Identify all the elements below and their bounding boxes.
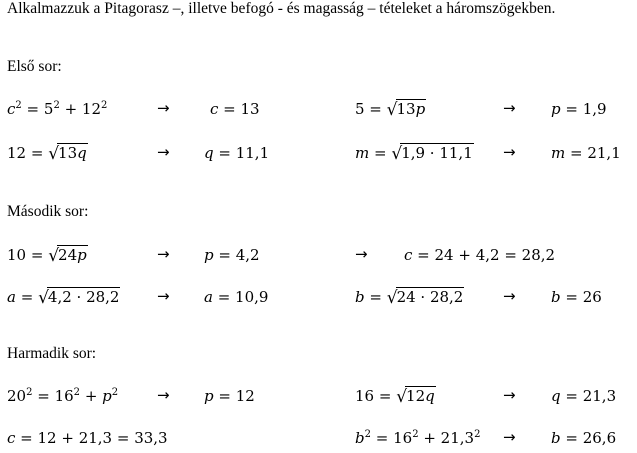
arrow-icon: →: [157, 99, 170, 117]
equation-pythagoras-p: $20^2 = 16^2 + p^2$: [7, 387, 119, 405]
intro-text: Alkalmazzuk a Pitagorasz –, illetve befogó - és magasság – tételeket a háromszögekben.: [7, 0, 556, 17]
equation-leg-theorem-p: 5 = √13p: [355, 100, 426, 120]
result-b: b = 26,6: [551, 429, 617, 447]
arrow-icon: →: [503, 428, 516, 446]
result-p: p = 12: [204, 387, 255, 405]
result-b: b = 26: [551, 288, 602, 306]
result-c: c = 24 + 4,2 = 28,2: [404, 246, 556, 264]
equation-leg-theorem-b: b = √24 · 28,2: [355, 288, 464, 308]
equation-leg-theorem-q: 16 = √12q: [355, 387, 435, 407]
result-a: a = 10,9: [204, 288, 269, 306]
arrow-icon: →: [157, 386, 170, 404]
equation-leg-theorem-a: a = √4,2 · 28,2: [7, 288, 120, 308]
arrow-icon: →: [503, 287, 516, 305]
result-q: q = 21,3: [551, 387, 617, 405]
section-heading-1: Első sor:: [7, 58, 62, 75]
result-p: p = 4,2: [204, 246, 260, 264]
arrow-icon: →: [157, 245, 170, 263]
arrow-icon: →: [157, 287, 170, 305]
arrow-icon: →: [503, 386, 516, 404]
arrow-icon: →: [503, 143, 516, 161]
equation-leg-theorem-p: 10 = √24p: [7, 246, 87, 266]
result-m: m = 21,1: [551, 144, 621, 162]
section-heading-3: Harmadik sor:: [7, 345, 97, 362]
arrow-icon: →: [355, 245, 368, 263]
equation-leg-theorem-q: 12 = √13q: [7, 144, 87, 164]
result-q: q = 11,1: [204, 144, 270, 162]
equation-pythagoras-b: $b^2 = 16^2 + 21,3^2$: [355, 429, 481, 447]
arrow-icon: →: [157, 143, 170, 161]
arrow-icon: →: [503, 99, 516, 117]
equation-altitude-m: m = √1,9 · 11,1: [355, 144, 473, 164]
equation-hypotenuse-c: c = 12 + 21,3 = 33,3: [7, 429, 168, 447]
result-c: c = 13: [210, 100, 260, 118]
result-p: p = 1,9: [551, 100, 607, 118]
equation-pythagoras-c: $c^2 = 5^2 + 12^2$: [7, 100, 108, 118]
section-heading-2: Második sor:: [7, 203, 89, 220]
